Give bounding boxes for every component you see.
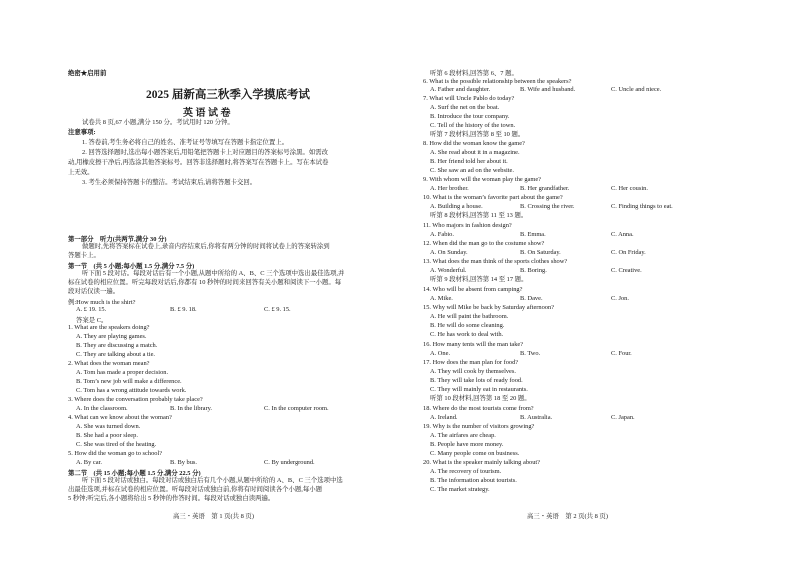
question-1: 1. What are the speakers doing? — [68, 324, 150, 331]
section-2-desc-3: 5 秒钟;听完后,各小题将给出 5 秒钟的作答时间。每段对话或独白读两遍。 — [68, 495, 275, 502]
page-footer: 高三・英语 第 1 页(共 8 页) — [173, 513, 254, 520]
section-1-desc-1: 听下面 5 段对话。每段对话后有一个小题,从题中所给的 A、B、C 三个选项中选出最佳选项,并 — [82, 270, 345, 277]
material-7-header: 听第 7 段材料,回答第 8 至 10 题。 — [430, 131, 525, 138]
exam-page-2 — [397, 0, 794, 566]
question-5: 5. How did the woman go to school? — [68, 450, 163, 457]
question-7: 7. What will Uncle Pablo do today? — [423, 95, 515, 102]
part-1-desc-2: 答题卡上。 — [68, 252, 100, 259]
section-2-desc-1: 听下面 5 段对话或独白。每段对话或独白后有几个小题,从题中所给的 A、B、C 三个选项中选 — [82, 477, 343, 484]
q9-option-c: C. Her cousin. — [611, 185, 648, 192]
question-17: 17. How does the man plan for food? — [423, 359, 519, 366]
example-question: 例:How much is the shirt? — [68, 299, 136, 306]
question-13: 13. What does the man think of the sports clothes show? — [423, 258, 568, 265]
section-2-desc-2: 出最佳选项,并标在试卷的相应位置。听每段对话或独白前,你将有时间阅读各个小题,每小题 — [68, 486, 323, 493]
q9-option-a: A. Her brother. — [430, 185, 469, 192]
q12-option-b: B. On Saturday. — [520, 249, 561, 256]
question-8: 8. How did the woman know the game? — [423, 140, 525, 147]
q20-option-b: B. The information about tourists. — [430, 477, 517, 484]
q9-option-b: B. Her grandfather. — [520, 185, 570, 192]
example-option-a: A. £ 19. 15. — [76, 306, 107, 313]
q14-option-b: B. Dave. — [520, 295, 543, 302]
q16-option-b: B. Two. — [520, 350, 541, 357]
example-option-b: B. £ 9. 18. — [170, 306, 197, 313]
q4-option-b: B. She had a poor sleep. — [76, 432, 138, 439]
q10-option-c: C. Finding things to eat. — [611, 203, 673, 210]
q2-option-c: C. Tom has a wrong attitude towards work. — [76, 387, 187, 394]
q1-option-c: C. They are talking about a tie. — [76, 351, 156, 358]
q3-option-b: B. In the library. — [170, 405, 213, 412]
material-8-header: 听第 8 段材料,回答第 11 至 13 题。 — [430, 212, 528, 219]
q7-option-c: C. Tell of the history of the town. — [430, 122, 516, 129]
question-6: 6. What is the possible relationship between the speakers? — [423, 78, 572, 85]
part-1-heading: 第一部分 听力(共两节,满分 30 分) — [68, 236, 167, 243]
q6-option-b: B. Wife and husband. — [520, 86, 576, 93]
section-1-desc-2: 标在试卷的相应位置。听完每段对话后,你都有 10 秒钟的时间来回答有关小题和阅读下一小题。每 — [68, 279, 342, 286]
question-18: 18. Where do the most tourists come from? — [423, 405, 534, 412]
q5-option-a: A. By car. — [76, 459, 102, 466]
section-1-desc-3: 段对话仅读一遍。 — [68, 288, 120, 295]
q13-option-c: C. Creative. — [611, 267, 642, 274]
q19-option-a: A. The airfares are cheap. — [430, 432, 496, 439]
q8-option-a: A. She read about it in a magazine. — [430, 149, 520, 156]
question-9: 9. With whom will the woman play the game? — [423, 176, 542, 183]
q15-option-a: A. He will paint the bathroom. — [430, 313, 509, 320]
note-2-line-1: 2. 回答选择题时,选出每小题答案后,用铅笔把答题卡上对应题目的答案标号涂黑。如需改 — [82, 149, 329, 156]
note-1: 1. 答卷前,考生务必将自己的姓名、准考证号等填写在答题卡指定位置上。 — [82, 139, 289, 146]
part-1-desc-1: 做题时,先将答案标在试卷上,录音内容结束后,你将有两分钟的时间将试卷上的答案转涂到 — [82, 243, 330, 250]
q13-option-b: B. Boring. — [520, 267, 547, 274]
exam-info: 试卷共 8 页,67 小题,满分 150 分。考试用时 120 分钟。 — [82, 119, 234, 126]
page-footer: 高三・英语 第 2 页(共 8 页) — [527, 513, 608, 520]
notes-title: 注意事项: — [68, 129, 96, 136]
question-20: 20. What is the speaker mainly talking about? — [423, 459, 541, 466]
q1-option-a: A. They are playing games. — [76, 333, 147, 340]
q4-option-a: A. She was turned down. — [76, 423, 141, 430]
q10-option-b: B. Crossing the river. — [520, 203, 575, 210]
q12-option-c: C. On Friday. — [611, 249, 646, 256]
material-10-header: 听第 10 段材料,回答第 18 至 20 题。 — [430, 395, 531, 402]
q11-option-b: B. Emma. — [520, 231, 546, 238]
q16-option-a: A. One. — [430, 350, 451, 357]
q11-option-a: A. Fabio. — [430, 231, 454, 238]
q18-option-c: C. Japan. — [611, 414, 635, 421]
q3-option-a: A. In the classroom. — [76, 405, 128, 412]
q11-option-c: C. Anna. — [611, 231, 634, 238]
q3-option-c: C. In the computer room. — [264, 405, 329, 412]
question-14: 14. Who will be absent from camping? — [423, 286, 523, 293]
q15-option-c: C. He has work to deal with. — [430, 331, 504, 338]
q6-option-c: C. Uncle and niece. — [611, 86, 662, 93]
q2-option-a: A. Tom has made a proper decision. — [76, 369, 169, 376]
q5-option-c: C. By underground. — [264, 459, 315, 466]
example-option-c: C. £ 9. 15. — [264, 306, 291, 313]
q8-option-c: C. She saw an ad on the website. — [430, 167, 514, 174]
q19-option-c: C. Many people come on business. — [430, 450, 520, 457]
q14-option-a: A. Mike. — [430, 295, 453, 302]
q7-option-a: A. Surf the net on the boat. — [430, 104, 500, 111]
question-16: 16. How many tents will the man take? — [423, 341, 524, 348]
q6-option-a: A. Father and daughter. — [430, 86, 491, 93]
q4-option-c: C. She was tired of the heating. — [76, 441, 157, 448]
section-1-heading: 第一节 (共 5 小题;每小题 1.5 分,满分 7.5 分) — [68, 263, 195, 270]
exam-title: 2025 届新高三秋季入学摸底考试 — [146, 89, 310, 101]
example-answer: 答案是 C。 — [76, 317, 108, 324]
q12-option-a: A. On Sunday. — [430, 249, 468, 256]
q20-option-a: A. The recovery of tourism. — [430, 468, 502, 475]
note-3: 3. 考生必须保持答题卡的整洁。考试结束后,请将答题卡交回。 — [82, 179, 257, 186]
q17-option-a: A. They will cook by themselves. — [430, 368, 516, 375]
section-2-heading: 第二节 (共 15 小题;每小题 1.5 分,满分 22.5 分) — [68, 470, 201, 477]
q16-option-c: C. Four. — [611, 350, 632, 357]
material-6-header: 听第 6 段材料,回答第 6、7 题。 — [430, 70, 518, 77]
q19-option-b: B. People have more money. — [430, 441, 504, 448]
q17-option-b: B. They will take lots of ready food. — [430, 377, 523, 384]
note-2-line-3: 上无效。 — [68, 169, 94, 176]
q14-option-c: C. Jon. — [611, 295, 629, 302]
question-4: 4. What can we know about the woman? — [68, 414, 172, 421]
q18-option-a: A. Ireland. — [430, 414, 458, 421]
question-15: 15. Why will Mike be back by Saturday afternoon? — [423, 304, 555, 311]
question-11: 11. Who majors in fashion design? — [423, 222, 512, 229]
q18-option-b: B. Australia. — [520, 414, 553, 421]
question-12: 12. When did the man go to the costume show? — [423, 240, 545, 247]
confidential-mark: 绝密★启用前 — [68, 70, 107, 77]
q20-option-c: C. The market strategy. — [430, 486, 490, 493]
q17-option-c: C. They will mainly eat in restaurants. — [430, 386, 528, 393]
question-2: 2. What does the woman mean? — [68, 360, 150, 367]
q8-option-b: B. Her friend told her about it. — [430, 158, 508, 165]
q2-option-b: B. Tom’s new job will make a difference. — [76, 378, 182, 385]
question-3: 3. Where does the conversation probably take place? — [68, 396, 203, 403]
question-10: 10. What is the woman’s favorite part about the game? — [423, 194, 563, 201]
q5-option-b: B. By bus. — [170, 459, 197, 466]
q13-option-a: A. Wonderful. — [430, 267, 467, 274]
note-2-line-2: 动,用橡皮擦干净后,再选涂其他答案标号。回答非选择题时,将答案写在答题卡上。写在本试卷 — [68, 159, 329, 166]
q15-option-b: B. He will do some cleaning. — [430, 322, 505, 329]
q7-option-b: B. Introduce the tour company. — [430, 113, 510, 120]
question-19: 19. Why is the number of visitors growing? — [423, 423, 535, 430]
q10-option-a: A. Building a house. — [430, 203, 483, 210]
q1-option-b: B. They are discussing a match. — [76, 342, 158, 349]
exam-subtitle: 英 语 试 卷 — [183, 108, 231, 119]
material-9-header: 听第 9 段材料,回答第 14 至 17 题。 — [430, 276, 528, 283]
